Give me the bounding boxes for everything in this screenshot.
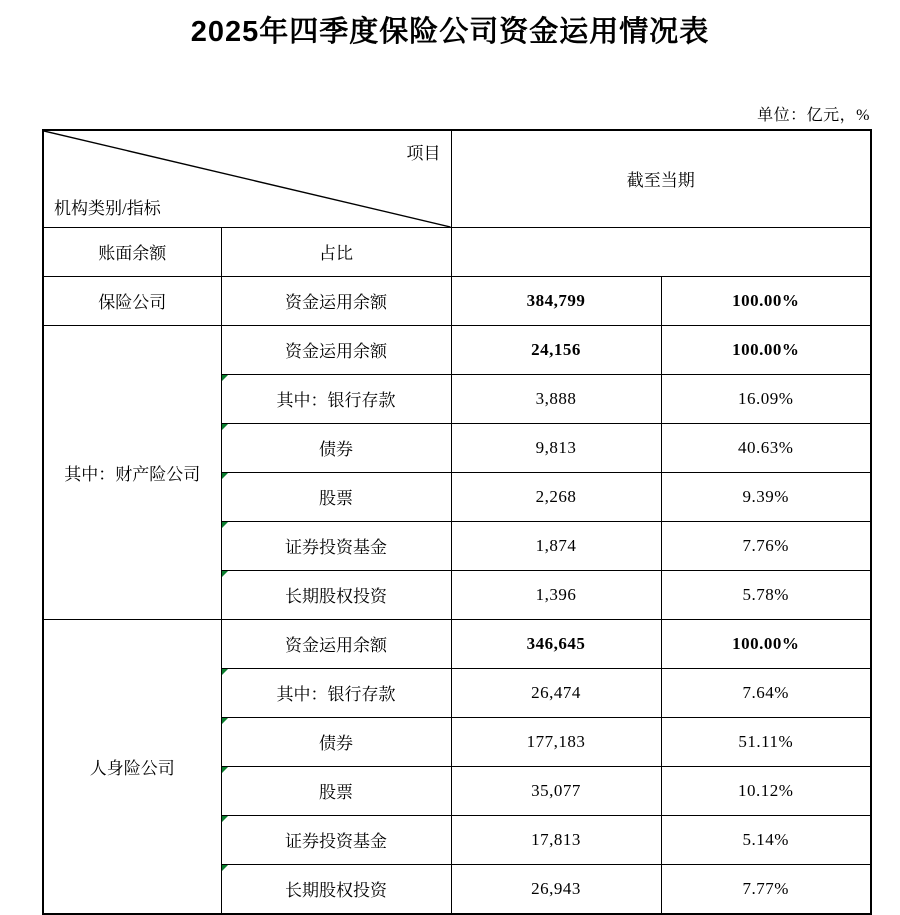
- item-cell: 其中：银行存款: [221, 374, 451, 423]
- balance-cell: 346,645: [451, 619, 661, 668]
- balance-cell: 1,396: [451, 570, 661, 619]
- corner-top-right-label: 项目: [406, 143, 441, 163]
- column-header-ratio: 占比: [221, 227, 451, 276]
- row-marker-icon: [222, 816, 228, 822]
- balance-cell: 24,156: [451, 325, 661, 374]
- table-row: [43, 619, 871, 668]
- page-title: 2025年四季度保险公司资金运用情况表: [190, 16, 710, 48]
- balance-cell: 9,813: [451, 423, 661, 472]
- table-subheader-row: [43, 227, 871, 276]
- table-row: [43, 325, 871, 374]
- item-cell: 股票: [221, 472, 451, 521]
- category-cell-insurance: 保险公司: [43, 276, 221, 325]
- row-marker-icon: [222, 424, 228, 430]
- row-marker-icon: [222, 473, 228, 479]
- unit-note: 单位：亿元，%: [757, 106, 870, 124]
- ratio-cell: 7.64%: [661, 668, 871, 717]
- balance-cell: 3,888: [451, 374, 661, 423]
- ratio-cell: 100.00%: [661, 276, 871, 325]
- table-header-row: [43, 130, 871, 228]
- balance-cell: 35,077: [451, 766, 661, 815]
- item-cell: 长期股权投资: [221, 570, 451, 619]
- ratio-cell: 16.09%: [661, 374, 871, 423]
- balance-cell: 17,813: [451, 815, 661, 864]
- row-marker-icon: [222, 718, 228, 724]
- balance-cell: 1,874: [451, 521, 661, 570]
- ratio-cell: 100.00%: [661, 325, 871, 374]
- category-cell-property: 其中：财产险公司: [43, 325, 221, 619]
- ratio-cell: 5.14%: [661, 815, 871, 864]
- ratio-cell: 7.77%: [661, 864, 871, 914]
- ratio-cell: 10.12%: [661, 766, 871, 815]
- item-cell: 证券投资基金: [221, 521, 451, 570]
- corner-bottom-left-label: 机构类别/指标: [54, 198, 161, 218]
- ratio-cell: 40.63%: [661, 423, 871, 472]
- item-cell: 其中：银行存款: [221, 668, 451, 717]
- ratio-cell: 100.00%: [661, 619, 871, 668]
- balance-cell: 26,943: [451, 864, 661, 914]
- period-header-cell: 截至当期: [451, 130, 871, 228]
- ratio-cell: 5.78%: [661, 570, 871, 619]
- balance-cell: 2,268: [451, 472, 661, 521]
- item-cell: 资金运用余额: [221, 325, 451, 374]
- corner-header-cell: [43, 130, 451, 228]
- ratio-cell: 7.76%: [661, 521, 871, 570]
- table-container: [42, 129, 870, 915]
- row-marker-icon: [222, 669, 228, 675]
- column-header-balance: 账面余额: [43, 227, 221, 276]
- ratio-cell: 51.11%: [661, 717, 871, 766]
- balance-cell: 177,183: [451, 717, 661, 766]
- row-marker-icon: [222, 522, 228, 528]
- row-marker-icon: [222, 767, 228, 773]
- table-row: [43, 276, 871, 325]
- row-marker-icon: [222, 571, 228, 577]
- item-cell: 资金运用余额: [221, 276, 451, 325]
- item-cell: 证券投资基金: [221, 815, 451, 864]
- item-cell: 债券: [221, 423, 451, 472]
- ratio-cell: 9.39%: [661, 472, 871, 521]
- row-marker-icon: [222, 375, 228, 381]
- balance-cell: 26,474: [451, 668, 661, 717]
- category-cell-life: 人身险公司: [43, 619, 221, 914]
- item-cell: 长期股权投资: [221, 864, 451, 914]
- balance-cell: 384,799: [451, 276, 661, 325]
- item-cell: 股票: [221, 766, 451, 815]
- item-cell: 债券: [221, 717, 451, 766]
- row-marker-icon: [222, 865, 228, 871]
- item-cell: 资金运用余额: [221, 619, 451, 668]
- fund-usage-table: [42, 129, 872, 915]
